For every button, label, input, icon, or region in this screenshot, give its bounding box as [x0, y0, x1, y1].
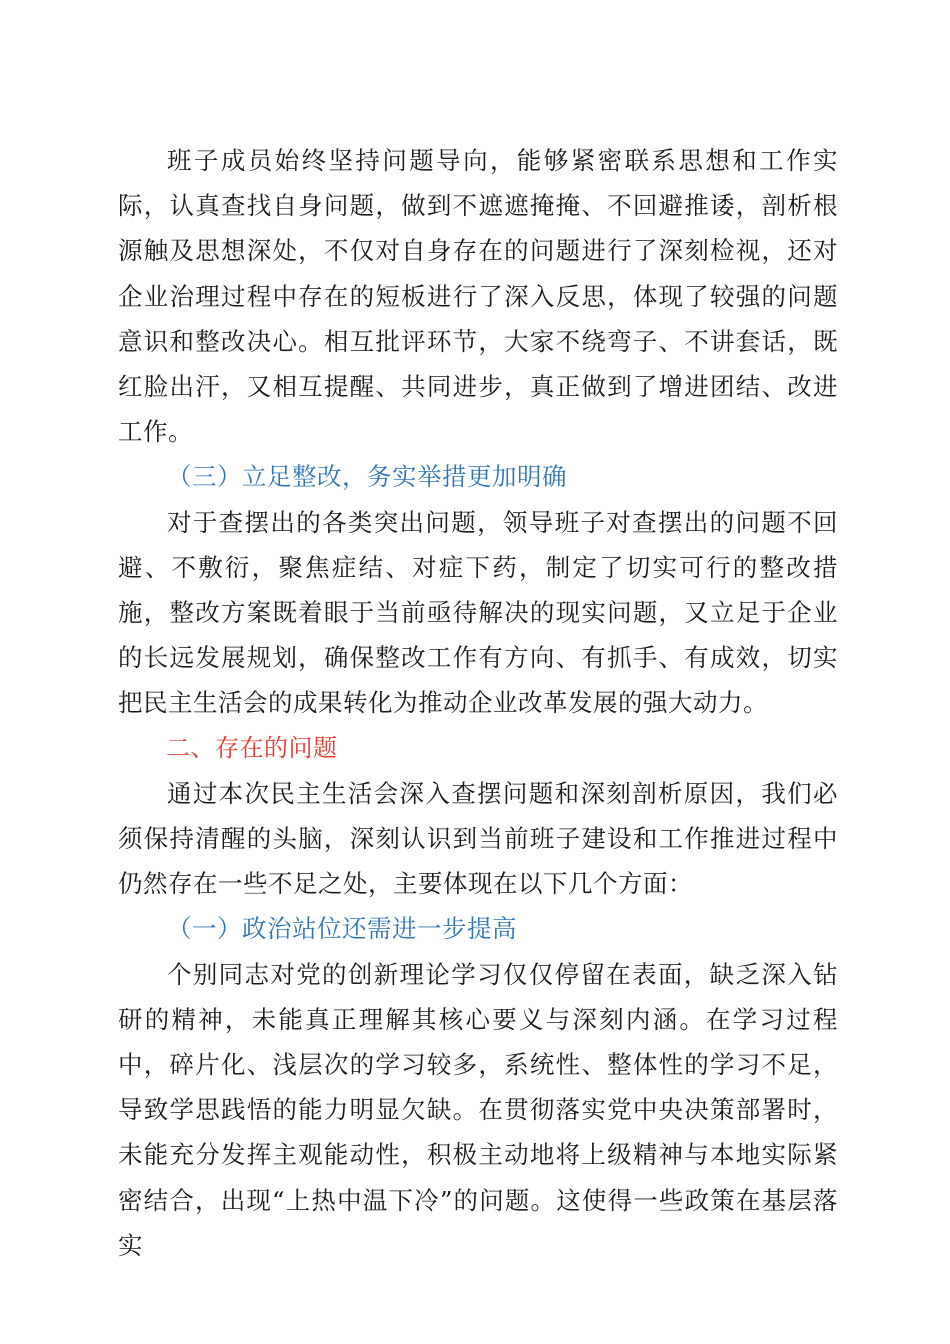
sub-heading-yi: （一）政治站位还需进一步提高 — [167, 914, 517, 944]
section-heading-problems: 二、存在的问题 — [166, 733, 338, 762]
body-paragraph: 通过本次民主生活会深入查摆问题和深刻剖析原因，我们必须保持清醒的头脑，深刻认识到当前班子建设和工作推进过程中仍然存在一些不足之处，主要体现在以下几个方面： — [118, 778, 838, 899]
sub-heading-san: （三）立足整改，务实举措更加明确 — [167, 462, 567, 492]
body-paragraph: 个别同志对党的创新理论学习仅仅停留在表面，缺乏深入钻研的精神，未能真正理解其核心要义与深刻内涵。在学习过程中，碎片化、浅层次的学习较多，系统性、整体性的学习不足，导致学思践悟的能力明显欠缺。在贯彻落实党中央决策部署时，未能充分发挥主观能动性，积极主动地将上级精神与本地实际紧密结合，出现“上热中温下冷”的问题。这使得一些政策在基层落实 — [118, 959, 838, 1260]
body-paragraph: 班子成员始终坚持问题导向，能够紧密联系思想和工作实际，认真查找自身问题，做到不遮遮掩掩、不回避推诿，剖析根源触及思想深处，不仅对自身存在的问题进行了深刻检视，还对企业治理过程中存在的短板进行了深入反思，体现了较强的问题意识和整改决心。相互批评环节，大家不绕弯子、不讲套话，既红脸出汗，又相互提醒、共同进步，真正做到了增进团结、改进工作。 — [118, 146, 838, 447]
document-page — [118, 138, 838, 1268]
body-paragraph: 对于查摆出的各类突出问题，领导班子对查摆出的问题不回避、不敷衍，聚焦症结、对症下药，制定了切实可行的整改措施，整改方案既着眼于当前亟待解决的现实问题，又立足于企业的长远发展规划，确保整改工作有方向、有抓手、有成效，切实把民主生活会的成果转化为推动企业改革发展的强大动力。 — [118, 507, 838, 718]
